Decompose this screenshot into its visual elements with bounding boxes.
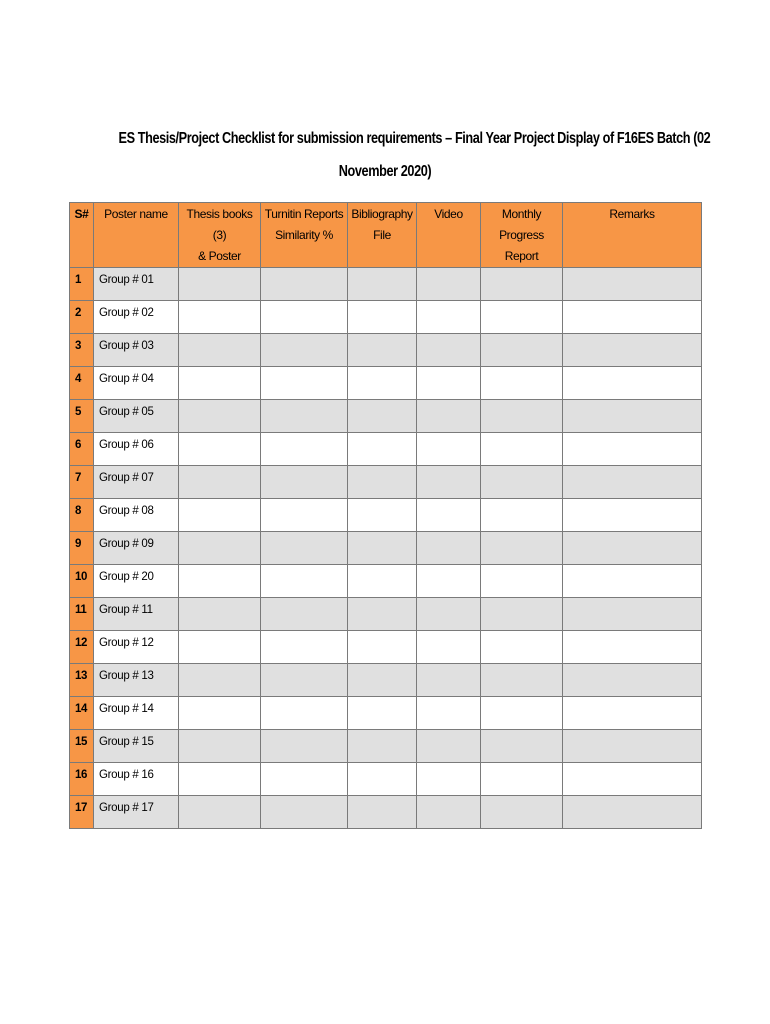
- video-cell[interactable]: [417, 334, 481, 367]
- table-row: [70, 796, 702, 829]
- row-poster-name: Group # 20: [94, 565, 179, 598]
- monthly-report-cell[interactable]: [481, 466, 563, 499]
- remarks-cell[interactable]: [563, 796, 702, 829]
- row-poster-name: Group # 08: [94, 499, 179, 532]
- row-serial-number: 14: [70, 697, 94, 730]
- remarks-cell[interactable]: [563, 433, 702, 466]
- row-serial-number: 3: [70, 334, 94, 367]
- monthly-report-cell[interactable]: [481, 268, 563, 301]
- bibliography-cell[interactable]: [348, 433, 417, 466]
- bibliography-cell[interactable]: [348, 631, 417, 664]
- header-bibliography-line1: Bibliography: [351, 207, 413, 221]
- header-video-label: Video: [434, 207, 463, 221]
- remarks-cell[interactable]: [563, 763, 702, 796]
- remarks-cell[interactable]: [563, 631, 702, 664]
- header-monthly-report: [481, 203, 563, 268]
- bibliography-cell[interactable]: [348, 664, 417, 697]
- bibliography-cell[interactable]: [348, 301, 417, 334]
- video-cell[interactable]: [417, 796, 481, 829]
- remarks-cell[interactable]: [563, 334, 702, 367]
- row-poster-name: Group # 05: [94, 400, 179, 433]
- thesis-books-cell[interactable]: [179, 400, 261, 433]
- turnitin-cell[interactable]: [261, 796, 348, 829]
- video-cell[interactable]: [417, 730, 481, 763]
- bibliography-cell[interactable]: [348, 532, 417, 565]
- turnitin-cell[interactable]: [261, 433, 348, 466]
- header-thesis-books-line2: & Poster: [198, 249, 241, 263]
- row-poster-name: Group # 16: [94, 763, 179, 796]
- row-poster-name: Group # 12: [94, 631, 179, 664]
- header-turnitin: [261, 203, 348, 268]
- table-body: [70, 268, 702, 829]
- video-cell[interactable]: [417, 400, 481, 433]
- table-row: [70, 664, 702, 697]
- turnitin-cell[interactable]: [261, 400, 348, 433]
- row-poster-name: Group # 06: [94, 433, 179, 466]
- turnitin-cell[interactable]: [261, 301, 348, 334]
- table-row: [70, 268, 702, 301]
- monthly-report-cell[interactable]: [481, 697, 563, 730]
- video-cell[interactable]: [417, 499, 481, 532]
- monthly-report-cell[interactable]: [481, 730, 563, 763]
- monthly-report-cell[interactable]: [481, 301, 563, 334]
- table-row: [70, 532, 702, 565]
- bibliography-cell[interactable]: [348, 334, 417, 367]
- bibliography-cell[interactable]: [348, 598, 417, 631]
- header-serial: [70, 203, 94, 268]
- thesis-books-cell[interactable]: [179, 598, 261, 631]
- header-monthly-line2: Progress Report: [499, 228, 544, 263]
- thesis-books-cell[interactable]: [179, 532, 261, 565]
- turnitin-cell[interactable]: [261, 730, 348, 763]
- remarks-cell[interactable]: [563, 466, 702, 499]
- table-row: [70, 433, 702, 466]
- table-row: [70, 301, 702, 334]
- remarks-cell[interactable]: [563, 598, 702, 631]
- monthly-report-cell[interactable]: [481, 763, 563, 796]
- header-poster-name-label: Poster name: [104, 207, 168, 221]
- thesis-books-cell[interactable]: [179, 466, 261, 499]
- video-cell[interactable]: [417, 466, 481, 499]
- row-poster-name: Group # 13: [94, 664, 179, 697]
- header-remarks-label: Remarks: [609, 207, 655, 221]
- monthly-report-cell[interactable]: [481, 631, 563, 664]
- video-cell[interactable]: [417, 268, 481, 301]
- title-line-2: November 2020): [338, 163, 432, 180]
- remarks-cell[interactable]: [563, 400, 702, 433]
- row-poster-name: Group # 14: [94, 697, 179, 730]
- remarks-cell[interactable]: [563, 532, 702, 565]
- row-serial-number: 5: [70, 400, 94, 433]
- row-serial-number: 11: [70, 598, 94, 631]
- turnitin-cell[interactable]: [261, 697, 348, 730]
- row-serial-number: 12: [70, 631, 94, 664]
- row-serial-number: 17: [70, 796, 94, 829]
- video-cell[interactable]: [417, 433, 481, 466]
- video-cell[interactable]: [417, 763, 481, 796]
- video-cell[interactable]: [417, 598, 481, 631]
- bibliography-cell[interactable]: [348, 796, 417, 829]
- remarks-cell[interactable]: [563, 730, 702, 763]
- table-row: [70, 367, 702, 400]
- bibliography-cell[interactable]: [348, 268, 417, 301]
- turnitin-cell[interactable]: [261, 532, 348, 565]
- monthly-report-cell[interactable]: [481, 433, 563, 466]
- turnitin-cell[interactable]: [261, 367, 348, 400]
- monthly-report-cell[interactable]: [481, 334, 563, 367]
- thesis-books-cell[interactable]: [179, 499, 261, 532]
- row-poster-name: Group # 03: [94, 334, 179, 367]
- table-row: [70, 400, 702, 433]
- bibliography-cell[interactable]: [348, 367, 417, 400]
- video-cell[interactable]: [417, 697, 481, 730]
- row-poster-name: Group # 02: [94, 301, 179, 334]
- thesis-books-cell[interactable]: [179, 433, 261, 466]
- bibliography-cell[interactable]: [348, 730, 417, 763]
- turnitin-cell[interactable]: [261, 499, 348, 532]
- header-poster-name: [94, 203, 179, 268]
- video-cell[interactable]: [417, 565, 481, 598]
- thesis-books-cell[interactable]: [179, 367, 261, 400]
- header-video: [417, 203, 481, 268]
- video-cell[interactable]: [417, 664, 481, 697]
- turnitin-cell[interactable]: [261, 664, 348, 697]
- table-row: [70, 466, 702, 499]
- row-serial-number: 16: [70, 763, 94, 796]
- turnitin-cell[interactable]: [261, 631, 348, 664]
- header-turnitin-line1: Turnitin Reports: [264, 207, 344, 221]
- row-serial-number: 7: [70, 466, 94, 499]
- table-row: [70, 730, 702, 763]
- row-serial-number: 15: [70, 730, 94, 763]
- header-remarks: [563, 203, 702, 268]
- turnitin-cell[interactable]: [261, 268, 348, 301]
- bibliography-cell[interactable]: [348, 499, 417, 532]
- row-serial-number: 2: [70, 301, 94, 334]
- thesis-books-cell[interactable]: [179, 730, 261, 763]
- thesis-books-cell[interactable]: [179, 268, 261, 301]
- header-monthly-line1: Monthly: [501, 207, 542, 221]
- header-bibliography: [348, 203, 417, 268]
- checklist-table: [69, 202, 702, 829]
- header-turnitin-line2: Similarity %: [275, 228, 333, 242]
- bibliography-cell[interactable]: [348, 763, 417, 796]
- row-poster-name: Group # 09: [94, 532, 179, 565]
- video-cell[interactable]: [417, 301, 481, 334]
- turnitin-cell[interactable]: [261, 565, 348, 598]
- table-row: [70, 565, 702, 598]
- remarks-cell[interactable]: [563, 565, 702, 598]
- thesis-books-cell[interactable]: [179, 334, 261, 367]
- video-cell[interactable]: [417, 631, 481, 664]
- row-serial-number: 9: [70, 532, 94, 565]
- header-bibliography-line2: File: [373, 228, 391, 242]
- header-thesis-books: [179, 203, 261, 268]
- thesis-books-cell[interactable]: [179, 697, 261, 730]
- thesis-books-cell[interactable]: [179, 565, 261, 598]
- row-poster-name: Group # 07: [94, 466, 179, 499]
- title-line-1: ES Thesis/Project Checklist for submission requirements – Final Year Project Display of F16ES Batch (02: [118, 130, 711, 147]
- remarks-cell[interactable]: [563, 499, 702, 532]
- thesis-books-cell[interactable]: [179, 796, 261, 829]
- thesis-books-cell[interactable]: [179, 301, 261, 334]
- bibliography-cell[interactable]: [348, 466, 417, 499]
- thesis-books-cell[interactable]: [179, 763, 261, 796]
- table-row: [70, 499, 702, 532]
- document-title: [118, 122, 711, 188]
- row-serial-number: 10: [70, 565, 94, 598]
- row-serial-number: 4: [70, 367, 94, 400]
- header-row: [70, 203, 702, 268]
- table-row: [70, 763, 702, 796]
- row-poster-name: Group # 11: [94, 598, 179, 631]
- header-serial-label: S#: [74, 207, 89, 221]
- monthly-report-cell[interactable]: [481, 532, 563, 565]
- thesis-books-cell[interactable]: [179, 631, 261, 664]
- remarks-cell[interactable]: [563, 697, 702, 730]
- row-serial-number: 13: [70, 664, 94, 697]
- row-poster-name: Group # 04: [94, 367, 179, 400]
- remarks-cell[interactable]: [563, 268, 702, 301]
- bibliography-cell[interactable]: [348, 565, 417, 598]
- table-row: [70, 598, 702, 631]
- row-poster-name: Group # 17: [94, 796, 179, 829]
- video-cell[interactable]: [417, 532, 481, 565]
- video-cell[interactable]: [417, 367, 481, 400]
- monthly-report-cell[interactable]: [481, 499, 563, 532]
- bibliography-cell[interactable]: [348, 400, 417, 433]
- thesis-books-cell[interactable]: [179, 664, 261, 697]
- remarks-cell[interactable]: [563, 664, 702, 697]
- bibliography-cell[interactable]: [348, 697, 417, 730]
- header-thesis-books-line1: Thesis books (3): [186, 207, 253, 242]
- table-row: [70, 334, 702, 367]
- monthly-report-cell[interactable]: [481, 565, 563, 598]
- remarks-cell[interactable]: [563, 301, 702, 334]
- monthly-report-cell[interactable]: [481, 664, 563, 697]
- table-row: [70, 631, 702, 664]
- row-serial-number: 1: [70, 268, 94, 301]
- monthly-report-cell[interactable]: [481, 400, 563, 433]
- row-poster-name: Group # 01: [94, 268, 179, 301]
- monthly-report-cell[interactable]: [481, 598, 563, 631]
- table-row: [70, 697, 702, 730]
- row-serial-number: 6: [70, 433, 94, 466]
- remarks-cell[interactable]: [563, 367, 702, 400]
- row-poster-name: Group # 15: [94, 730, 179, 763]
- turnitin-cell[interactable]: [261, 334, 348, 367]
- monthly-report-cell[interactable]: [481, 367, 563, 400]
- turnitin-cell[interactable]: [261, 466, 348, 499]
- monthly-report-cell[interactable]: [481, 796, 563, 829]
- turnitin-cell[interactable]: [261, 763, 348, 796]
- turnitin-cell[interactable]: [261, 598, 348, 631]
- row-serial-number: 8: [70, 499, 94, 532]
